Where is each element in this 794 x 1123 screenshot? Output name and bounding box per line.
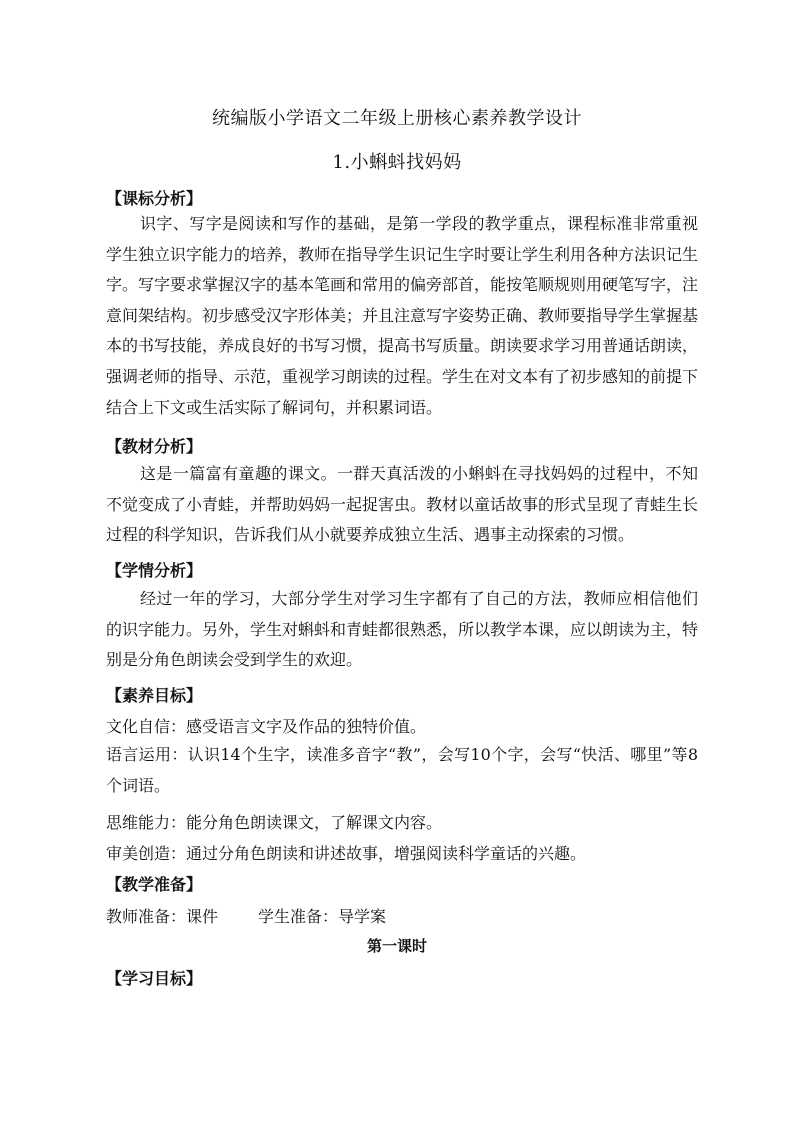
objectives-heading: 【学习目标】 [106, 969, 203, 988]
textbook-heading: 【教材分析】 [106, 437, 203, 456]
document-title: 统编版小学语文二年级上册核心素养教学设计 [212, 108, 582, 129]
goal-culture: 文化自信：感受语言文字及作品的独特价值。 [106, 717, 427, 736]
goals-heading: 【素养目标】 [106, 686, 203, 705]
goal-language: 语言运用：认识14个生字，读准多音字“教”，会写10个字，会写“快活、哪里”等8个词语。 [106, 745, 698, 795]
teacher-preparation: 教师准备：课件 [106, 907, 219, 926]
curriculum-heading: 【课标分析】 [106, 189, 203, 208]
learners-heading: 【学情分析】 [106, 561, 203, 580]
lesson-title: 1.小蝌蚪找妈妈 [332, 152, 462, 173]
preparation-heading: 【教学准备】 [106, 875, 203, 894]
goal-aesthetic: 审美创造：通过分角色朗读和讲述故事，增强阅读科学童话的兴趣。 [106, 844, 587, 863]
student-preparation: 学生准备：导学案 [258, 907, 387, 926]
learners-paragraph: 经过一年的学习，大部分学生对学习生字都有了自己的方法，教师应相信他们的识字能力。另外，学生对蝌蚪和青蛙都很熟悉，所以教学本课，应以朗读为主，特别是分角色朗读会受到学生的欢迎。 [106, 589, 699, 670]
preparation-line [106, 904, 698, 927]
curriculum-paragraph: 识字、写字是阅读和写作的基础，是第一学段的教学重点，课程标准非常重视学生独立识字能力的培养，教师在指导学生识记生字时要让学生利用各种方法识记生字。写字要求掌握汉字的基本笔画和常用的偏旁部首，能按笔顺规则用硬笔写字，注意间架结构。初步感受汉字形体美；并且注意写字姿势正确、教师要指导学生掌握基本的书写技能，养成良好的书写习惯，提高书写质量。朗读要求学习用普通话朗读，强调老师的指导、示范，重视学习朗读的过程。学生在对文本有了初步感知的前提下结合上下文或生活实际了解词句，并积累词语。 [106, 214, 699, 417]
goal-thinking: 思维能力：能分角色朗读课文，了解课文内容。 [106, 813, 443, 832]
lesson-one-heading: 第一课时 [366, 937, 427, 955]
textbook-paragraph: 这是一篇富有童趣的课文。一群天真活泼的小蝌蚪在寻找妈妈的过程中，不知不觉变成了小青蛙，并帮助妈妈一起捉害虫。教材以童话故事的形式呈现了青蛙生长过程的科学知识，告诉我们从小就要养成独立生活、遇事主动探索的习惯。 [106, 464, 699, 545]
